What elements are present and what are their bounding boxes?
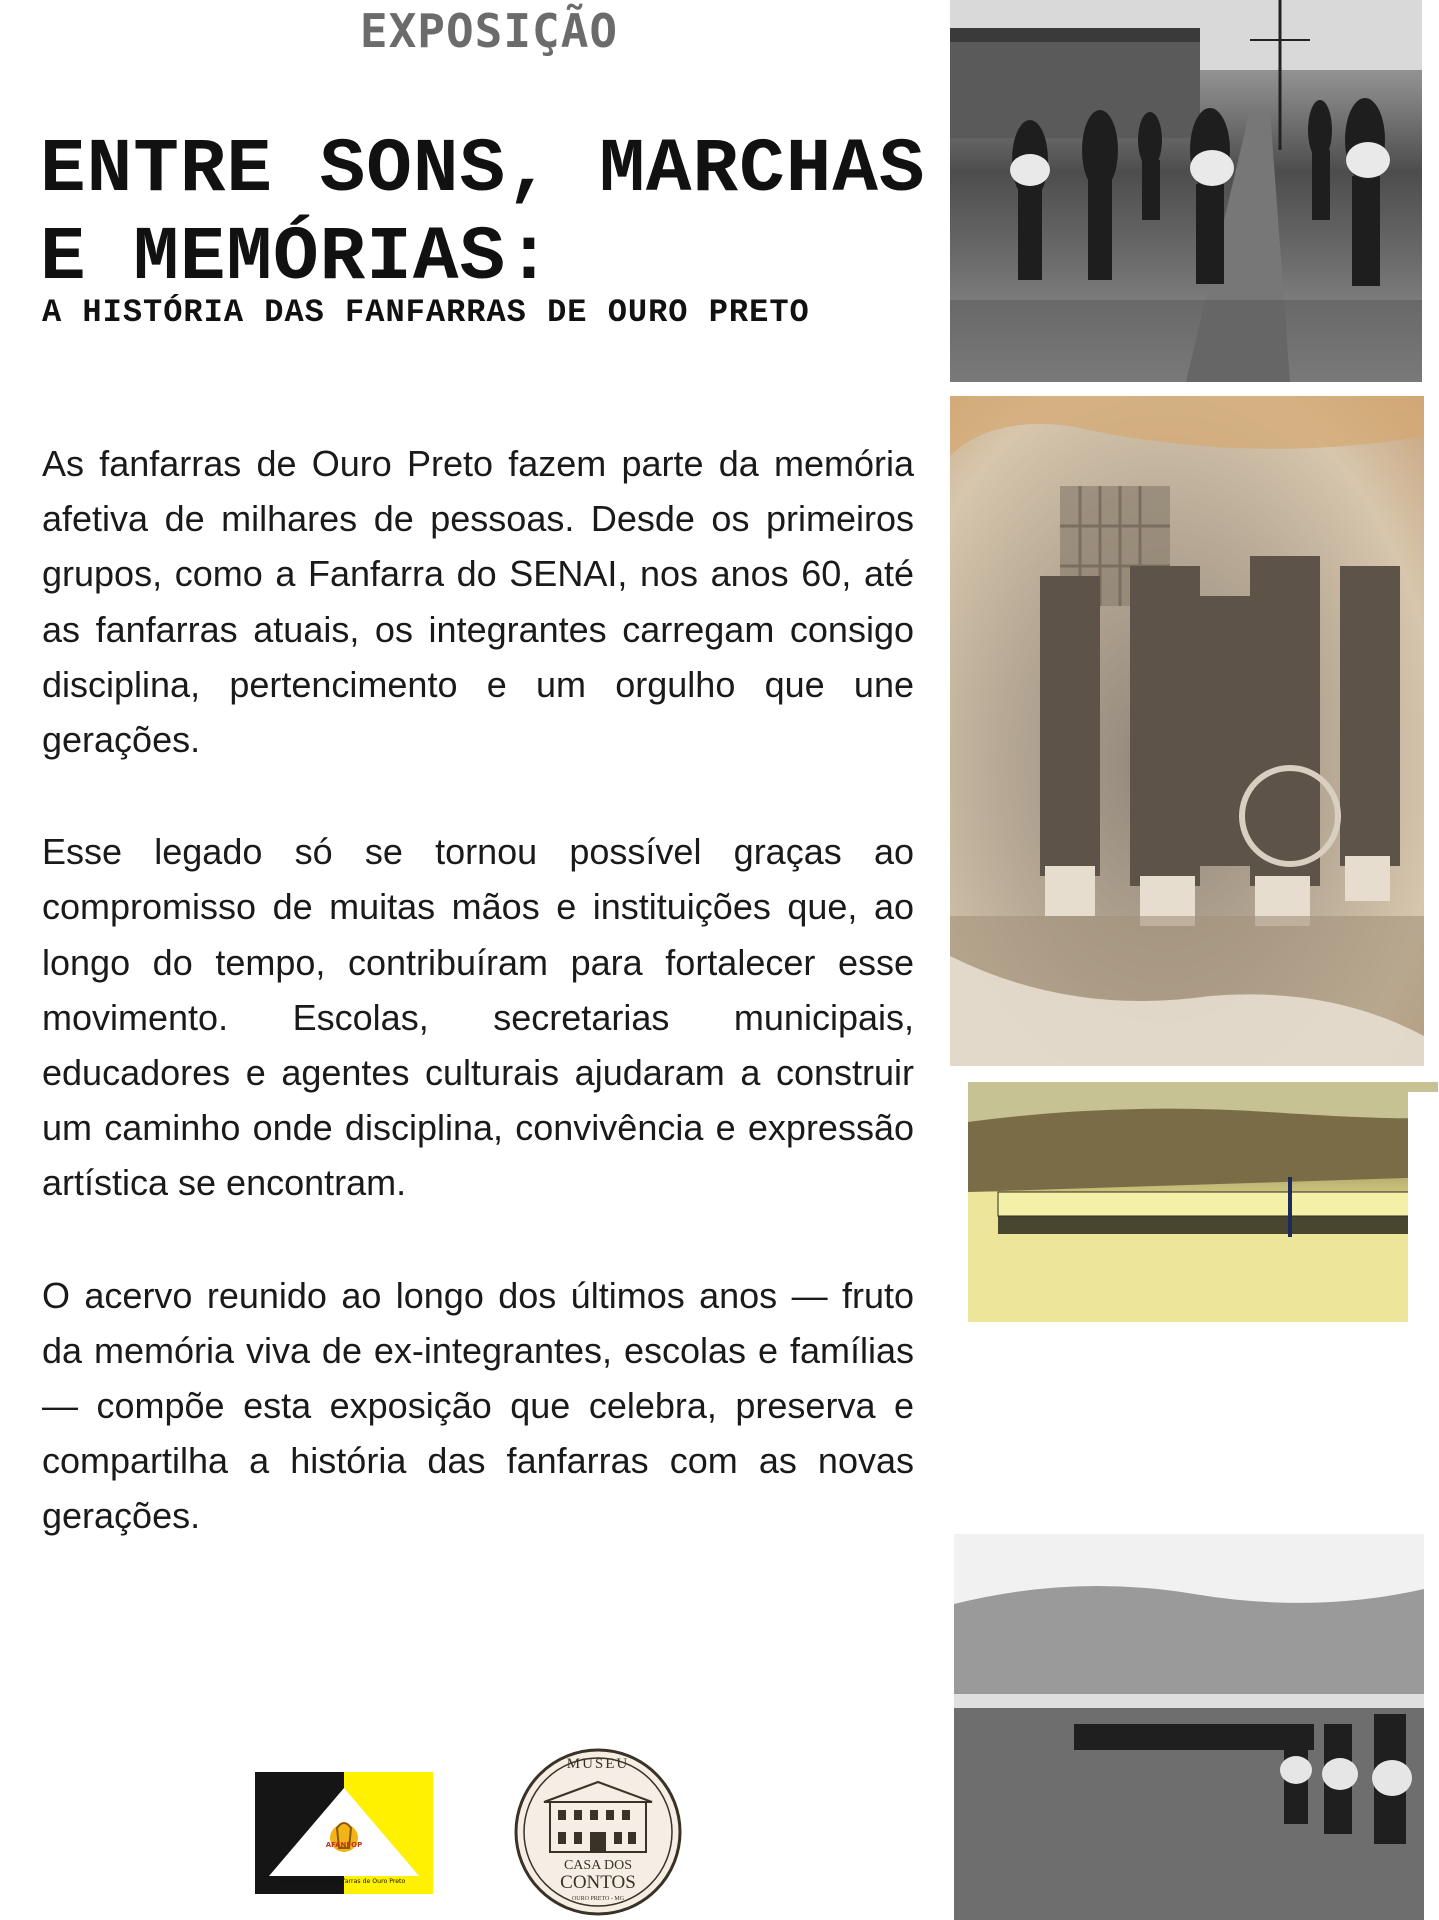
vintage-portrait-image: [950, 396, 1424, 1066]
afanfop-logo: [255, 1772, 433, 1894]
street-parade-image: [950, 0, 1422, 382]
body-paragraph-2: Esse legado só se tornou possível graças ao compromisso de muitas mãos e instituições que, ao longo do tempo, contribuíram para fortalecer esse movimento. Escolas, secretarias municipais, educadores e agentes culturais ajudaram a construir um caminho onde disciplina, convivência e expressão artística se encontram.: [42, 831, 914, 1204]
exhibition-title-line-1: ENTRE SONS, MARCHAS: [40, 127, 926, 213]
photo-band-vintage-portrait: [950, 396, 1424, 1066]
photo-band-field-parade: [954, 1534, 1424, 1920]
afanfop-abbr: AFANFOP: [325, 1841, 363, 1849]
museu-word: MUSEU: [566, 1756, 630, 1772]
museu-casa-dos: CASA DOS: [563, 1858, 633, 1873]
museu-casa-dos-contos-logo: [514, 1748, 682, 1916]
lyre-triangle-icon: [269, 1788, 419, 1876]
afanfop-caption: Associação das Fanfarras de Ouro Preto: [282, 1878, 406, 1885]
photo-band-yellow-uniform-field: [968, 1082, 1438, 1322]
exhibition-title: [40, 126, 940, 302]
museu-city: OURO PRETO - MG: [571, 1896, 625, 1902]
exhibition-kicker: EXPOSIÇÃO: [359, 4, 619, 58]
exhibition-subtitle: A HISTÓRIA DAS FANFARRAS DE OURO PRETO: [42, 294, 810, 331]
yellow-uniform-field-image: [968, 1082, 1438, 1322]
body-paragraph-3: O acervo reunido ao longo dos últimos anos — fruto da memória viva de ex-integrantes, escolas e famílias — compõe esta exposição que celebra, preserva e compartilha a história das fanfarras com as novas gerações.: [42, 1274, 914, 1537]
field-parade-image: [954, 1534, 1424, 1920]
photo-band-street-parade: [950, 0, 1422, 382]
museu-contos: CONTOS: [560, 1872, 636, 1893]
exhibition-title-line-2: E MEMÓRIAS:: [40, 215, 553, 301]
exhibition-body: [42, 436, 914, 1601]
body-paragraph-1: As fanfarras de Ouro Preto fazem parte da memória afetiva de milhares de pessoas. Desde os primeiros grupos, como a Fanfarra do SENAI, nos anos 60, até as fanfarras atuais, os integrantes carregam consigo disciplina, pertencimento e um orgulho que une gerações.: [42, 443, 914, 761]
